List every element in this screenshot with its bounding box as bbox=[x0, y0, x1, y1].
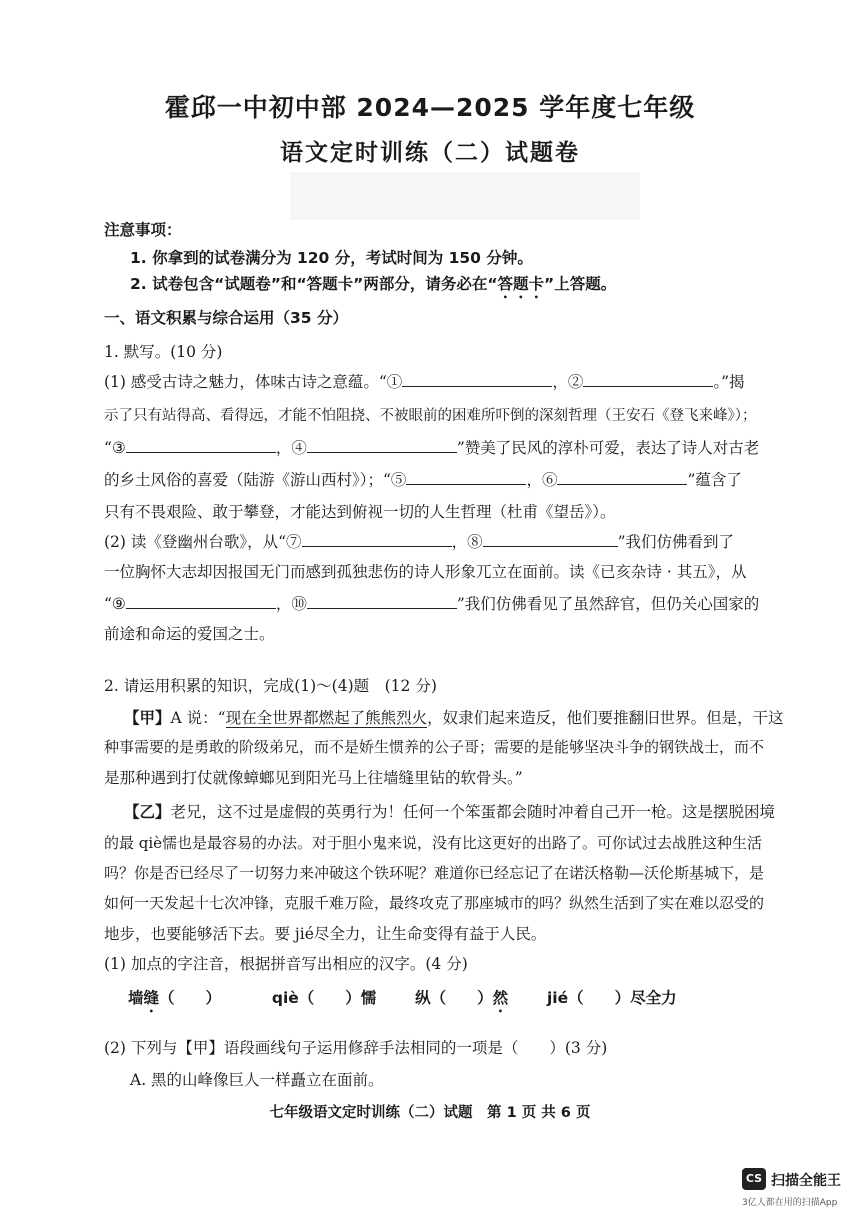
q2-sub1: (1) 加点的字注音，根据拼音写出相应的汉字。(4 分) bbox=[104, 955, 468, 973]
watermark-subtitle: 3亿人都在用的扫描App bbox=[742, 1198, 838, 1208]
fill-item-3: 纵（ ）然 bbox=[415, 989, 509, 1007]
q2-sub2: (2) 下列与【甲】语段画线句子运用修辞手法相同的一项是（ ）(3 分) bbox=[104, 1039, 608, 1057]
camscanner-watermark bbox=[742, 1168, 852, 1212]
q2-title: 2. 请运用积累的知识，完成(1)～(4)题 (12 分) bbox=[104, 677, 437, 695]
q1-line-6: (2) 读《登幽州台歌》，从“⑦ ，⑧ ”我们仿佛看到了 bbox=[104, 533, 735, 551]
q1-line-4: 的乡土风俗的喜爱（陆游《游山西村》）；“⑤ ，⑥ ”蕴含了 bbox=[104, 471, 742, 489]
blank-scan-area bbox=[290, 172, 640, 220]
fill-item-4: jié（ ）尽全力 bbox=[546, 989, 677, 1007]
q2-yi-line-2: 的最 qiè懦也是最容易的办法。对于胆小鬼来说，没有比这更好的出路了。可你试过去战胜这种生活 bbox=[104, 834, 763, 852]
q1-line-5: 只有不畏艰险、敢于攀登，才能达到俯视一切的人生哲理（杜甫《望岳》）。 bbox=[104, 503, 616, 521]
q1-line-7: 一位胸怀大志却因报国无门而感到孤独悲伤的诗人形象兀立在面前。读《已亥杂诗 · 其五》，从 bbox=[104, 563, 747, 581]
watermark-name: 扫描全能王 bbox=[771, 1173, 841, 1189]
q2-yi-line-5: 地步，也要能够活下去。要 jié尽全力，让生命变得有益于人民。 bbox=[104, 925, 547, 943]
q1-line-2: 示了只有站得高、看得远，才能不怕阻挠、不被眼前的困难所吓倒的深刻哲理（王安石《登飞来峰》）； bbox=[104, 408, 757, 424]
q1-line-3: “③ ，④ ”赞美了民风的淳朴可爱，表达了诗人对古老 bbox=[104, 439, 760, 457]
q2-jia-line-3: 是那种遇到打仗就像蟑螂见到阳光马上往墙缝里钻的软骨头。” bbox=[104, 769, 523, 787]
q1-line-9: 前途和命运的爱国之士。 bbox=[104, 625, 275, 643]
q2-sub1-fills bbox=[128, 986, 778, 1016]
notice-heading: 注意事项： bbox=[104, 221, 182, 239]
q2-yi-line-3: 吗？你是否已经尽了一切努力来冲破这个铁环呢？难道你已经忘记了在诺沃格勒—沃伦斯基城下，是 bbox=[104, 864, 765, 882]
camscanner-logo-icon: CS bbox=[742, 1168, 766, 1190]
q2-yi-line-1: 【乙】老兄，这不过是虚假的英勇行为！任何一个笨蛋都会随时冲着自己开一枪。这是摆脱困境 bbox=[124, 803, 776, 821]
q2-option-a: A. 黑的山峰像巨人一样矗立在面前。 bbox=[130, 1071, 384, 1089]
exam-school-title: 霍邱一中初中部 2024—2025 学年度七年级 bbox=[164, 93, 696, 122]
q1-line-1: (1) 感受古诗之魅力，体味古诗之意蕴。“① ，② 。”揭 bbox=[104, 373, 745, 391]
notice-item-2: 2. 试卷包含“试题卷”和“答题卡”两部分，请务必在“答题卡”上答题。 bbox=[130, 275, 617, 293]
exam-paper-title: 语文定时训练（二）试题卷 bbox=[280, 140, 580, 166]
q2-jia-line-2: 种事需要的是勇敢的阶级弟兄，而不是娇生惯养的公子哥；需要的是能够坚决斗争的钢铁战士，而不 bbox=[104, 738, 765, 756]
fill-item-1: 墙缝（ ） bbox=[128, 989, 222, 1007]
section1-heading: 一、语文积累与综合运用（35 分） bbox=[104, 309, 348, 327]
q1-line-8: “⑨ ，⑩ ”我们仿佛看见了虽然辞官，但仍关心国家的 bbox=[104, 595, 760, 613]
page-footer: 七年级语文定时训练（二）试题 第 1 页 共 6 页 bbox=[269, 1105, 591, 1121]
fill-item-2: qiè（ ）懦 bbox=[271, 989, 377, 1007]
q2-jia-line-1: 【甲】A 说：“现在全世界都燃起了熊熊烈火，奴隶们起来造反，他们要推翻旧世界。但是，干这 bbox=[124, 709, 784, 727]
q2-yi-line-4: 如何一天发起十七次冲锋，克服千难万险，最终攻克了那座城市的吗？纵然生活到了实在难以忍受的 bbox=[104, 894, 765, 912]
q1-title: 1. 默写。(10 分) bbox=[104, 343, 223, 361]
notice-item-1: 1. 你拿到的试卷满分为 120 分，考试时间为 150 分钟。 bbox=[130, 249, 533, 267]
